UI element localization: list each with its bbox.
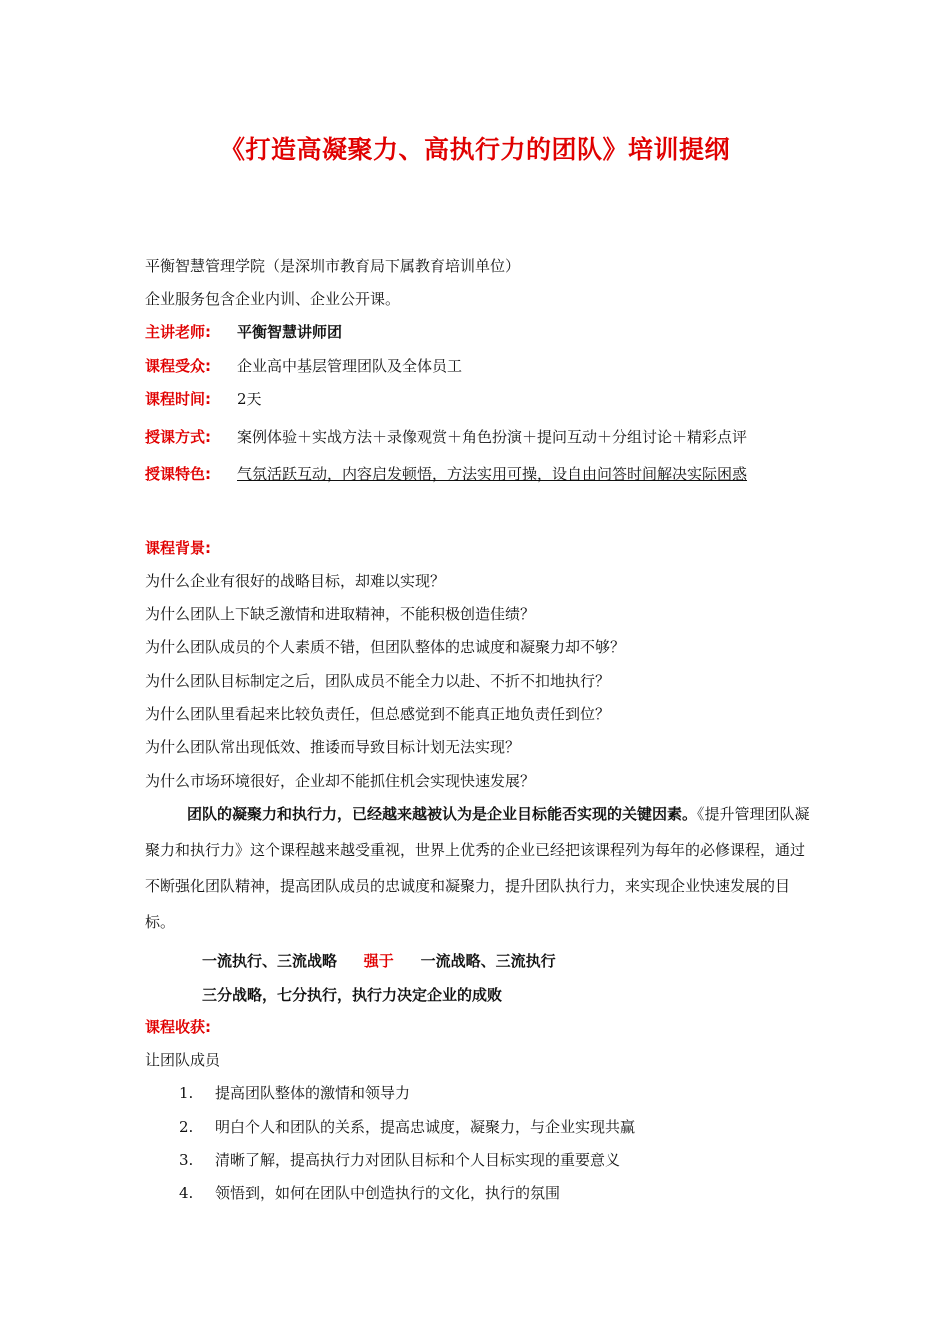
background-heading: 课程背景:	[145, 539, 211, 557]
time-value: 2天	[237, 390, 262, 408]
info-row-feature	[145, 464, 747, 484]
gain-item-number: 1.	[179, 1084, 194, 1102]
lecturer-label: 主讲老师:	[145, 323, 211, 341]
feature-value: 气氛活跃互动，内容启发顿悟，方法实用可操，设自由问答时间解决实际困惑	[237, 465, 748, 483]
gain-item	[145, 1150, 620, 1170]
gains-heading: 课程收获:	[145, 1018, 211, 1036]
lecturer-value: 平衡智慧讲师团	[237, 323, 343, 341]
info-row-audience	[145, 356, 462, 376]
gain-item-number: 3.	[179, 1151, 194, 1169]
question-item: 为什么市场环境很好，企业却不能抓住机会实现快速发展？	[145, 772, 536, 790]
audience-label: 课程受众:	[145, 357, 211, 375]
background-paragraph	[145, 796, 810, 940]
time-label: 课程时间:	[145, 390, 211, 408]
slogan-2: 三分战略，七分执行，执行力决定企业的成败	[202, 986, 503, 1004]
gain-item	[145, 1183, 560, 1203]
question-item: 为什么团队成员的个人素质不错，但团队整体的忠诚度和凝聚力却不够？	[145, 638, 626, 656]
slogan-1-right: 一流战略、三流执行	[420, 952, 556, 970]
document-title: 《打造高凝聚力、高执行力的团队》培训提纲	[219, 135, 730, 164]
intro-line-2: 企业服务包含企业内训、企业公开课。	[145, 290, 401, 308]
question-item: 为什么团队里看起来比较负责任，但总感觉到不能真正地负责任到位？	[145, 705, 611, 723]
audience-value: 企业高中基层管理团队及全体员工	[237, 357, 463, 375]
info-row-time	[145, 389, 262, 409]
gains-lead: 让团队成员	[145, 1051, 221, 1069]
gain-item-text: 领悟到，如何在团队中创造执行的文化，执行的氛围	[215, 1184, 561, 1202]
gain-item-text: 明白个人和团队的关系，提高忠诚度，凝聚力，与企业实现共赢	[215, 1118, 636, 1136]
info-row-lecturer	[145, 322, 342, 342]
method-value: 案例体验＋实战方法＋录像观赏＋角色扮演＋提问互动＋分组讨论＋精彩点评	[237, 428, 748, 446]
paragraph-body: 《提升管理团队凝聚力和执行力》这个课程越来越受重视，世界上优秀的企业已经把该课程列为每年的必修课程，通过不断强化团队精神，提高团队成员的忠诚度和凝聚力，提升团队执行力，来实现企业快速发展的目标。	[145, 805, 810, 931]
gain-item-text: 清晰了解，提高执行力对团队目标和个人目标实现的重要意义	[215, 1151, 621, 1169]
question-item: 为什么团队目标制定之后，团队成员不能全力以赴、不折不扣地执行？	[145, 672, 611, 690]
gain-item-number: 4.	[179, 1184, 194, 1202]
gain-item	[145, 1083, 410, 1103]
feature-label: 授课特色:	[145, 465, 211, 483]
method-label: 授课方式:	[145, 428, 211, 446]
gain-item-text: 提高团队整体的激情和领导力	[215, 1084, 411, 1102]
gain-item	[145, 1117, 635, 1137]
question-item: 为什么企业有很好的战略目标，却难以实现？	[145, 572, 446, 590]
slogan-1-left: 一流执行、三流战略	[202, 952, 338, 970]
gain-item-number: 2.	[179, 1118, 194, 1136]
slogan-1-middle: 强于	[363, 952, 394, 970]
info-row-method	[145, 427, 747, 447]
question-item: 为什么团队常出现低效、推诿而导致目标计划无法实现？	[145, 738, 521, 756]
paragraph-key-sentence: 团队的凝聚力和执行力，已经越来越被认为是企业目标能否实现的关键因素。	[187, 805, 698, 823]
question-item: 为什么团队上下缺乏激情和进取精神，不能积极创造佳绩？	[145, 605, 536, 623]
slogan-1	[202, 950, 556, 971]
intro-line-1: 平衡智慧管理学院（是深圳市教育局下属教育培训单位）	[145, 257, 521, 275]
